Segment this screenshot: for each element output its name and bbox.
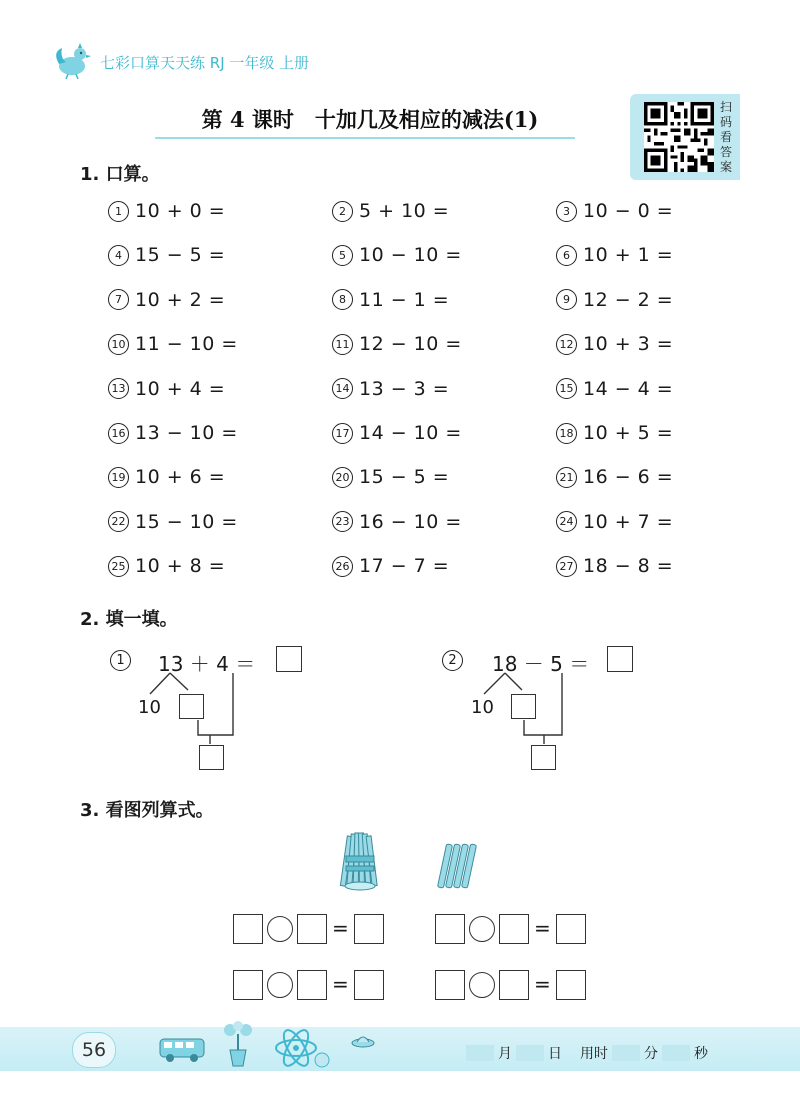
math-problem — [108, 464, 225, 490]
problem-expression: 17 − 7 = — [359, 555, 450, 578]
seconds-field[interactable] — [662, 1045, 690, 1061]
loose-sticks-icon — [432, 840, 482, 894]
problem-expression: 10 + 1 = — [583, 244, 674, 267]
problem-expression: 10 − 0 = — [583, 200, 674, 222]
problem-expression: 10 + 3 = — [583, 333, 674, 356]
math-problem — [556, 376, 673, 402]
math-problem — [108, 242, 225, 268]
lesson-title: 第 4 课时 十加几及相应的减法(1) — [201, 107, 539, 132]
result-box[interactable] — [607, 646, 633, 672]
math-problem — [556, 420, 673, 446]
problem-expression: 11 − 1 = — [359, 288, 450, 311]
result-box[interactable] — [556, 914, 586, 944]
math-problem — [332, 242, 462, 268]
problem-expression: 10 + 5 = — [583, 422, 674, 444]
number-box[interactable] — [297, 970, 327, 1000]
problem-number-circle: 11 — [332, 334, 353, 355]
problem-expression: 13 − 10 = — [135, 422, 238, 444]
fill-in-expression: 18 － 5 ＝ — [492, 652, 590, 676]
problem-expression: 13 − 3 = — [359, 377, 450, 400]
problem-expression: 10 + 4 = — [135, 377, 226, 400]
seconds-label: 秒 — [694, 1046, 708, 1062]
math-problem — [556, 242, 673, 268]
operator-circle[interactable] — [267, 972, 293, 998]
problem-expression: 11 − 10 = — [135, 333, 238, 356]
math-problem — [556, 198, 673, 224]
day-label: 日 — [548, 1046, 562, 1062]
problem-expression: 16 − 6 = — [583, 466, 674, 489]
problem-number-circle: 2 — [332, 201, 353, 222]
stick-bundle-icon — [336, 830, 382, 892]
decomposition-lines — [140, 670, 240, 780]
problem-expression: 10 + 6 = — [135, 466, 226, 489]
problem-number-circle: 23 — [332, 511, 353, 532]
problem-expression: 14 − 10 = — [359, 422, 462, 444]
problem-number-circle: 24 — [556, 511, 577, 532]
problem-number-circle: 19 — [108, 467, 129, 488]
problem-number-circle: 10 — [108, 334, 129, 355]
number-box[interactable] — [297, 914, 327, 944]
math-problem — [332, 331, 462, 357]
problem-expression: 10 − 10 = — [359, 244, 462, 267]
problem-number-circle: 14 — [332, 378, 353, 399]
problem-number-circle: 25 — [108, 556, 129, 577]
math-problem — [556, 553, 673, 579]
ufo-icon — [350, 1030, 376, 1054]
math-problem — [556, 331, 673, 357]
problem-number-circle: 16 — [108, 423, 129, 444]
math-problem — [332, 287, 449, 313]
intermediate-diff-box[interactable] — [531, 745, 556, 770]
problem-expression: 14 − 4 = — [583, 377, 674, 400]
problem-number-circle: 17 — [332, 423, 353, 444]
math-problem — [332, 198, 449, 224]
problem-expression: 15 − 5 = — [359, 466, 450, 489]
intermediate-sum-box[interactable] — [199, 745, 224, 770]
equals-sign: = — [534, 972, 551, 996]
problem-number-circle: 26 — [332, 556, 353, 577]
math-problem — [556, 287, 673, 313]
page-number: 56 — [72, 1032, 116, 1068]
problem-number-circle: 3 — [556, 201, 577, 222]
math-problem — [332, 376, 449, 402]
qr-panel[interactable] — [630, 94, 740, 180]
decomposition-lines — [472, 670, 572, 780]
problem-number-circle: 6 — [556, 245, 577, 266]
number-box[interactable] — [233, 970, 263, 1000]
problem-number-circle: 22 — [108, 511, 129, 532]
problem-number-circle: 8 — [332, 289, 353, 310]
math-problem — [332, 420, 462, 446]
day-field[interactable] — [516, 1045, 544, 1061]
problem-expression: 15 − 5 = — [135, 244, 226, 267]
math-problem — [108, 509, 238, 535]
math-problem — [108, 376, 225, 402]
minutes-label: 分 — [644, 1046, 658, 1062]
problem-number-circle: 9 — [556, 289, 577, 310]
title-underline — [155, 137, 575, 139]
qr-code-icon[interactable] — [644, 102, 714, 172]
split-ten-label: 10 — [471, 697, 494, 718]
problem-number-circle: 5 — [332, 245, 353, 266]
math-problem — [108, 420, 238, 446]
item-number-circle: 1 — [110, 650, 131, 671]
result-box[interactable] — [354, 970, 384, 1000]
split-part-box[interactable] — [179, 694, 204, 719]
number-box[interactable] — [435, 970, 465, 1000]
qr-hint-text: 扫码看答案 — [720, 100, 733, 174]
problem-number-circle: 7 — [108, 289, 129, 310]
result-box[interactable] — [556, 970, 586, 1000]
section-1-heading: 1. 口算。 — [80, 164, 160, 185]
number-box[interactable] — [435, 914, 465, 944]
time-used-label: 用时 — [580, 1046, 608, 1062]
rooster-logo-icon — [50, 40, 94, 80]
problem-number-circle: 13 — [108, 378, 129, 399]
item-number-circle: 2 — [442, 650, 463, 671]
atom-icon — [272, 1026, 332, 1070]
equals-sign: = — [332, 916, 349, 940]
bus-icon — [158, 1036, 208, 1064]
operator-circle[interactable] — [469, 972, 495, 998]
math-problem — [108, 287, 225, 313]
problem-number-circle: 4 — [108, 245, 129, 266]
series-header — [50, 40, 370, 80]
fill-in-expression: 13 ＋ 4 ＝ — [158, 652, 256, 676]
math-problem — [108, 331, 238, 357]
split-ten-label: 10 — [138, 697, 161, 718]
problem-number-circle: 1 — [108, 201, 129, 222]
problem-number-circle: 18 — [556, 423, 577, 444]
problem-number-circle: 20 — [332, 467, 353, 488]
result-box[interactable] — [276, 646, 302, 672]
problem-number-circle: 12 — [556, 334, 577, 355]
problem-expression: 15 − 10 = — [135, 510, 238, 533]
problem-expression: 10 + 2 = — [135, 288, 226, 311]
math-problem — [108, 198, 225, 224]
number-box[interactable] — [499, 914, 529, 944]
split-part-box[interactable] — [511, 694, 536, 719]
math-problem — [556, 509, 673, 535]
problem-number-circle: 15 — [556, 378, 577, 399]
problem-expression: 16 − 10 = — [359, 510, 462, 533]
math-problem — [332, 553, 449, 579]
section-2-heading: 2. 填一填。 — [80, 609, 178, 630]
section-3-heading: 3. 看图列算式。 — [80, 800, 214, 821]
math-problem — [332, 464, 449, 490]
problem-number-circle: 27 — [556, 556, 577, 577]
problem-expression: 10 + 7 = — [583, 510, 674, 533]
problem-number-circle: 21 — [556, 467, 577, 488]
operator-circle[interactable] — [469, 916, 495, 942]
problem-expression: 10 + 0 = — [135, 200, 226, 222]
math-problem — [556, 464, 673, 490]
month-label: 月 — [498, 1046, 512, 1062]
equals-sign: = — [332, 972, 349, 996]
problem-expression: 12 − 2 = — [583, 288, 674, 311]
result-box[interactable] — [354, 914, 384, 944]
math-problem — [332, 509, 462, 535]
series-title: 七彩口算天天练 RJ 一年级 上册 — [100, 54, 310, 72]
time-record-row — [462, 1043, 708, 1063]
problem-expression: 5 + 10 = — [359, 200, 450, 222]
problem-expression: 18 − 8 = — [583, 555, 674, 578]
number-box[interactable] — [499, 970, 529, 1000]
number-box[interactable] — [233, 914, 263, 944]
equals-sign: = — [534, 916, 551, 940]
month-field[interactable] — [466, 1045, 494, 1061]
minutes-field[interactable] — [612, 1045, 640, 1061]
problem-expression: 12 − 10 = — [359, 333, 462, 356]
operator-circle[interactable] — [267, 916, 293, 942]
problem-expression: 10 + 8 = — [135, 555, 226, 578]
math-problem — [108, 553, 225, 579]
flower-pot-icon — [218, 1020, 258, 1068]
